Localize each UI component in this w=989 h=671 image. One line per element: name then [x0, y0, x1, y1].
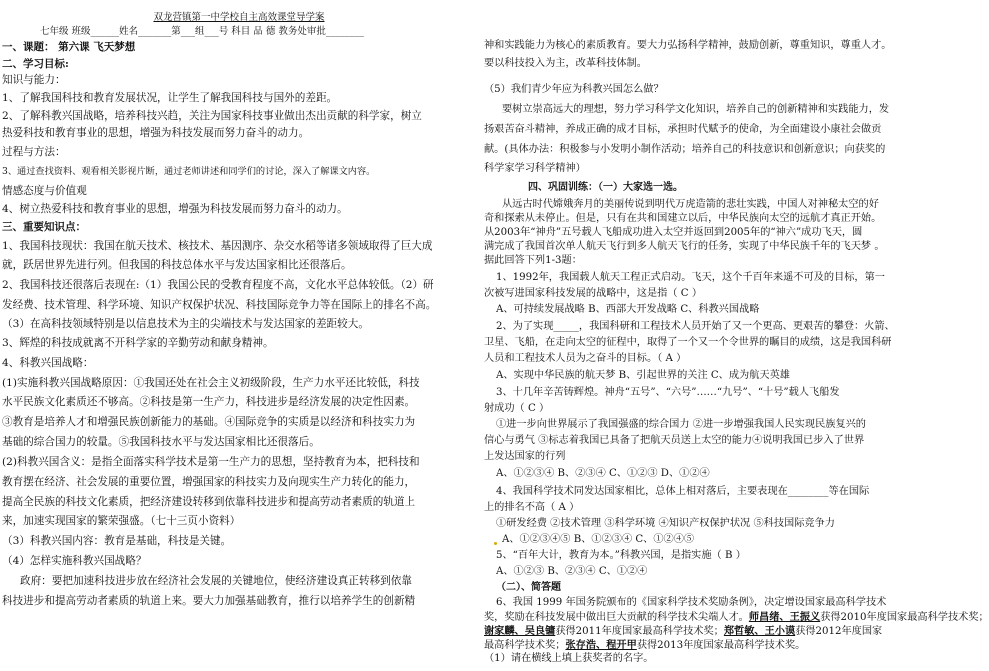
- question-6-winners: [484, 626, 950, 637]
- question-6-year-2011: 获得2011年度国家最高科学技术奖；: [555, 626, 724, 637]
- strategy-reason: (1)实施科教兴国战略原因：①我国还处在社会主义初级阶段，生产力水平还比较低，科技: [2, 377, 420, 389]
- strategy-meaning-cont: 教育摆在经济、社会发展的重要位置，增强国家的科技实力及向现实生产力转化的能力，: [2, 476, 416, 488]
- question-5-options: A、①②③ B、②③④ C、①②④: [496, 566, 648, 577]
- exercise-heading: 四、巩固训练：（一）大家选一选。: [528, 182, 683, 193]
- knowledge-heading: 三、重要知识点：: [2, 221, 86, 233]
- lesson-heading: 一、课题： 第六课 飞天梦想: [2, 41, 136, 53]
- goals-heading: 二、学习目标:: [2, 58, 69, 70]
- document-title: 双龙营镇第一中学校自主高效课堂导学案: [153, 12, 325, 23]
- youth-question: （5）我们青少年应为科教兴国怎么做？: [484, 84, 664, 95]
- winner-names-2012: 郑哲敏、王小谟: [723, 625, 796, 637]
- goal-item: 4、树立热爱科技和教育事业的思想，增强为科技发展而努力奋斗的动力。: [2, 203, 348, 215]
- knowledge-item-cont: 发经费、技术管理、科学环境、知识产权保护状况、科技国际竞争力等在国际上的排名不高。: [2, 299, 437, 311]
- question-6-year-2013: 获得2013年度国家最高科学技术奖。: [636, 640, 806, 651]
- question-1-cont: 次被写进国家科技发展的战略中，这是指（ C ）: [484, 288, 703, 299]
- question-3-options: A、①②③④ B、②③④ C、①②③ D、①②④: [496, 468, 710, 479]
- passage-line: 从2003年“神舟”五号载人飞船成功进入太空并返回到2005年的“神六”成功飞天，圆: [484, 227, 863, 238]
- question-4-options: A、①②③④⑤ B、①②③④ C、①②④⑤: [502, 534, 695, 545]
- strategy-meaning: (2)科教兴国含义：是指全面落实科学技术是第一生产力的思想，坚持教育为本，把科技和: [2, 456, 420, 468]
- question-4-cont: 上的排名不高（ A ）: [484, 502, 580, 513]
- government-measures-cont: 科技进步和提高劳动者素质的轨道上来。要大力加强基础教育，推行以培养学生的创新精: [2, 595, 416, 607]
- goal-label-knowledge: 知识与能力：: [2, 74, 66, 86]
- goal-label-emotion: 情感态度与价值观: [2, 185, 87, 197]
- question-6-winners: [484, 640, 950, 651]
- question-6: 6、我国 1999 年国务院颁布的《国家科学技术奖励条例》，决定增设国家最高科学技术: [496, 597, 887, 608]
- youth-answer-cont: 献。(具体办法：积极参与小发明小制作活动；培养自己的科技意识和创新意识；向获奖的: [484, 144, 886, 155]
- strategy-question: （4）怎样实施科教兴国战略？: [2, 555, 147, 567]
- question-2-options: A、实现中华民族的航天梦 B、引起世界的关注 C、成为航天英雄: [496, 370, 790, 381]
- question-4-statements: ①研发经费 ②技术管理 ③科学环境 ④知识产权保护状况 ⑤科技国际竞争力: [496, 518, 835, 529]
- passage-line: 从远古时代嫦娥奔月的美丽传说到明代万虎造箭的悲壮实践，中国人对神秘太空的好: [502, 199, 879, 210]
- knowledge-item: 4、科教兴国战略：: [2, 357, 94, 369]
- youth-answer-cont: 科学家学习科学精神）: [484, 163, 586, 174]
- question-5: 5、“百年大计，教育为本。”科教兴国，是指实施（ B ）: [496, 550, 746, 561]
- knowledge-item-cont: （3）在高科技领域特别是以信息技术为主的尖端技术与发达国家的差距较大。: [2, 318, 369, 330]
- passage-line: 满完成了我国首次单人航天飞行到多人航天飞行的任务，实现了中华民族千年的飞天梦 。: [484, 241, 885, 252]
- question-6-award: 最高科学技术奖；: [484, 640, 566, 651]
- goal-item: 1、了解我国科技和教育发展状况，让学生了解我国科技与国外的差距。: [2, 92, 338, 104]
- knowledge-item: 1、我国科技现状：我国在航天技术、核技术、基因测序、杂交水稻等诸多领域取得了巨大成: [2, 240, 433, 252]
- winner-names-2011: 谢家麟、吴良镛: [484, 625, 556, 637]
- question-4: 4、我国科学技术同发达国家相比，总体上相对落后，主要表现在________等在国际: [496, 486, 870, 497]
- youth-answer: 要树立崇高远大的理想，努力学习科学文化知识，培养自己的创新精神和实践能力，发: [502, 104, 890, 115]
- strategy-reason-cont: ③教育是培养人才和增强民族创新能力的基础。④国际竞争的实质是以经济和科技实力为: [2, 416, 416, 428]
- question-3-statements-cont: 信心与勇气 ③标志着我国已具备了把航天员送上太空的能力④说明我国已步入了世界: [484, 435, 865, 446]
- goal-item-cont: 热爱科技和教育事业的思想，增强为科技发展而努力奋斗的动力。: [2, 127, 310, 139]
- measures-cont: 要以科技投入为主，改革科技体制。: [484, 58, 647, 69]
- short-answer-heading: （二）、简答题: [496, 582, 561, 593]
- question-2-cont: 人员和工程技术人员为之奋斗的目标。（ A ）: [484, 353, 687, 364]
- passage-line: 奇和探索从未停止。但是，只有在共和国建立以后，中华民族向太空的远航才真正开始。: [484, 213, 882, 224]
- question-6-intro: 奖，奖励在科技发展中做出巨大贡献的科学技术尖端人才。: [484, 612, 749, 623]
- goal-item: 2、了解科教兴国战略，培养科技兴趋，关注为国家科技事业做出杰出贡献的科学家，树立: [2, 110, 422, 122]
- question-6-cont: [484, 611, 989, 623]
- question-3: 3、十几年辛苦铸辉煌。神舟“五号”、“六号”……“九号”、“十号”载人飞船发: [496, 387, 840, 398]
- knowledge-item: 3、辉煌的科技成就离不开科学家的辛勤劳动和献身精神。: [2, 337, 274, 349]
- winner-names-2010: 师昌绪、王振义: [748, 611, 821, 623]
- question-3-statements: ①进一步向世界展示了我国强盛的综合国力 ②进一步增强我国人民实现民族复兴的: [496, 419, 866, 430]
- strategy-meaning-cont: 提高全民族的科技文化素质，把经济建设转移到依靠科技进步和提高劳动者素质的轨道上: [2, 496, 416, 508]
- question-2-cont: 卫星、飞船，在走向太空的征程中，取得了一个又一个令世界的瞩目的成绩，这是我国科研: [484, 337, 892, 348]
- strategy-meaning-cont: 来，加速实现国家的繁荣强盛。（七十三页小资料）: [2, 515, 241, 527]
- youth-answer-cont: 扬艰苦奋斗精神，养成正确的成才目标，承担时代赋予的使命，为全面建设小康社会做贡: [484, 124, 882, 135]
- question-3-statements-cont: 上发达国家的行列: [484, 451, 566, 462]
- measures-cont: 神和实践能力为核心的素质教育。要大力弘扬科学精神，鼓励创新，尊重知识，尊重人才。: [484, 40, 892, 51]
- strategy-reason-cont: 水平民族文化素质还不够高。②科技是第一生产力，科技进步是经济发展的决定性因素。: [2, 396, 416, 408]
- strategy-reason-cont: 基础的综合国力的较量。⑤我国科技水平与发达国家相比还很落后。: [2, 436, 320, 448]
- question-6-sub-1: （1）请在横线上填上获奖者的名字。: [484, 653, 654, 664]
- strategy-content: （3）科教兴国内容：教育是基础，科技是关键。: [2, 535, 232, 547]
- knowledge-item-cont: 就，跃居世界先进行列。但我国的科技总体水平与发达国家相比还很落后。: [2, 259, 352, 271]
- question-6-year-2012: 获得2012年度国家: [795, 626, 883, 637]
- question-1-options: A、可持续发展战略 B、西部大开发战略 C、科教兴国战略: [496, 304, 760, 315]
- question-6-year-2010: 获得2010年度国家最高科学技术奖；: [820, 612, 989, 623]
- question-3-cont: 射成功（ C ）: [484, 403, 550, 414]
- winner-names-2013: 张存浩、程开甲: [565, 639, 637, 651]
- question-2: 2、为了实现_____，我国科研和工程技术人员开始了又一个更高、更艰苦的攀登：火箭、: [496, 321, 895, 332]
- goal-item: 3、通过查找资料、观看相关影视片断，通过老师讲述和同学们的讨论，深入了解课文内容。: [2, 166, 376, 177]
- goal-label-process: 过程与方法：: [2, 146, 66, 158]
- question-1: 1、1992年，我国载人航天工程正式启动。飞天，这个千百年来遥不可及的目标，第一: [496, 272, 885, 283]
- knowledge-item: 2、我国科技还很落后表现在:（1）我国公民的受教育程度不高，文化水平总体较低。（2）研: [2, 279, 434, 291]
- student-info-line: 七年级 班级______姓名_______第___组___号 科目 品 德 教务处审批________: [40, 26, 364, 37]
- passage-line: 据此回答下列1-3题：: [484, 255, 582, 266]
- government-measures: 政府：要把加速科技进步放在经济社会发展的关键地位，使经济建设真正转移到依靠: [20, 575, 412, 587]
